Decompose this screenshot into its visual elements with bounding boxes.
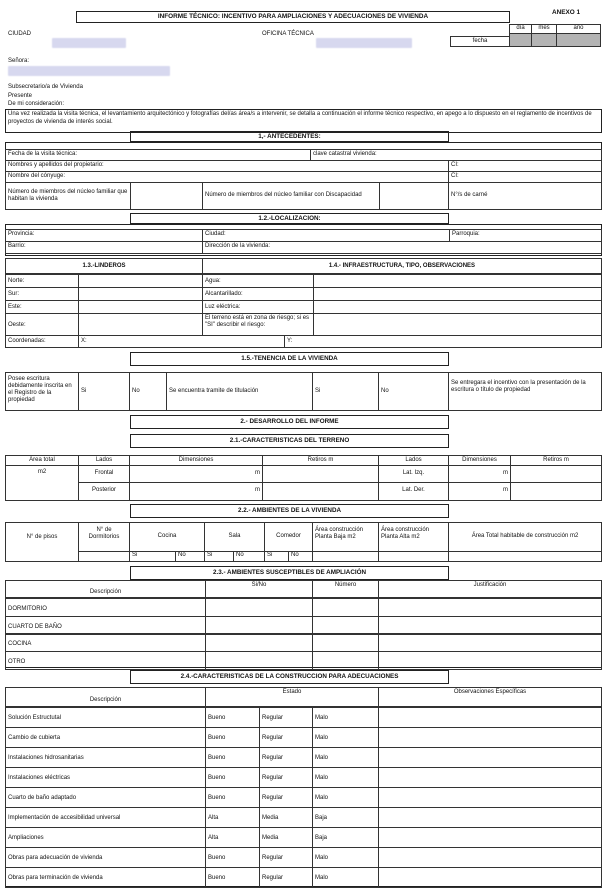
observaciones-field[interactable]: [378, 847, 602, 868]
miembros-field[interactable]: [130, 182, 203, 210]
riesgo-label: El terreno está en zona de riesgo; si es "SI" describir el riesgo:: [202, 313, 314, 336]
lat-der-retiro[interactable]: [510, 482, 602, 501]
construccion-row-label: Obras para terminación de vivienda: [5, 867, 206, 888]
fecha-visita-label: Fecha de la visita técnica:: [5, 149, 311, 161]
estado-option-2[interactable]: Media: [259, 807, 313, 828]
posee-escritura-label: Posee escritura debidamente inscrita en el Registro de la propiedad: [5, 372, 79, 411]
ampliacion-title: 2.3.- AMBIENTES SUSCEPTIBLES DE AMPLIACIÓN: [130, 566, 449, 580]
estado-option-1[interactable]: Bueno: [205, 867, 260, 888]
redacted-office: [316, 38, 412, 48]
ampliacion-sino-field[interactable]: [205, 651, 313, 670]
estado-option-3[interactable]: Malo: [312, 767, 379, 788]
ampliacion-numero-field[interactable]: [312, 633, 379, 652]
estado-option-3[interactable]: Baja: [312, 827, 379, 848]
area-total-label: Área total: [5, 455, 79, 466]
observaciones-field[interactable]: [378, 827, 602, 848]
cocina-label: Cocina: [129, 522, 205, 552]
dia-label: día: [509, 24, 532, 34]
lat-der-label: Lat. Der.: [378, 482, 449, 501]
observaciones-field[interactable]: [378, 787, 602, 808]
construccion-desc-header: Descripción: [5, 687, 206, 707]
lat-izq-label: Lat. Izq.: [378, 465, 449, 483]
barrio-label: Barrio:: [5, 241, 203, 254]
estado-option-2[interactable]: Regular: [259, 867, 313, 888]
observaciones-field[interactable]: [378, 867, 602, 888]
propietario-label: Nombres y apellidos del propietario:: [5, 160, 449, 172]
construccion-row-label: Cambio de cubierta: [5, 727, 206, 748]
anio-label: año: [556, 24, 601, 34]
cocina-no[interactable]: No: [175, 551, 205, 562]
estado-option-2[interactable]: Regular: [259, 787, 313, 808]
estado-option-2[interactable]: Regular: [259, 847, 313, 868]
ampliacion-justif-header: Justificación: [378, 580, 602, 598]
estado-option-2[interactable]: Regular: [259, 727, 313, 748]
observaciones-field[interactable]: [378, 747, 602, 768]
observaciones-field[interactable]: [378, 707, 602, 728]
este-field[interactable]: [78, 300, 203, 314]
area-total-hab-label: Área Total habitable de construcción m2: [448, 522, 602, 552]
observaciones-field[interactable]: [378, 727, 602, 748]
localizacion-title: 1.2.-LOCALIZACION:: [130, 213, 449, 224]
redacted-city: [52, 38, 126, 48]
intro-paragraph: Una vez realizada la visita técnica, el levantamiento arquitectónico y fotografías del/as área/s a intervenir, se detalla a continuación el informe técnico respectivo, en apego a lo dispuesto en el reglamento de incentivos de proyectos de vivienda de interés social.: [8, 111, 592, 125]
estado-option-3[interactable]: Malo: [312, 847, 379, 868]
luz-field[interactable]: [313, 300, 602, 314]
estado-option-1[interactable]: Bueno: [205, 727, 260, 748]
ampliacion-justif-field[interactable]: [378, 651, 602, 670]
desarrollo-title: 2.- DESARROLLO DEL INFORME: [130, 415, 449, 429]
sur-field[interactable]: [78, 287, 203, 301]
intro-paragraph-box: [5, 109, 602, 133]
estado-option-3[interactable]: Baja: [312, 807, 379, 828]
sur-label: Sur:: [5, 287, 79, 301]
construccion-obs-header: Observaciones Específicas: [378, 687, 602, 707]
ampliacion-justif-field[interactable]: [378, 633, 602, 652]
estado-option-1[interactable]: Alta: [205, 807, 260, 828]
carne-label: N°/s de carné: [448, 182, 602, 210]
estado-option-3[interactable]: Malo: [312, 787, 379, 808]
consideracion-label: De mi consideración:: [8, 101, 65, 107]
escritura-no[interactable]: No: [129, 372, 167, 411]
observaciones-field[interactable]: [378, 807, 602, 828]
comedor-no[interactable]: No: [288, 551, 313, 562]
lat-izq-retiro[interactable]: [510, 465, 602, 483]
ampliacion-sino-header: Si/No: [205, 580, 313, 598]
ampliacion-numero-field[interactable]: [312, 651, 379, 670]
estado-option-3[interactable]: Malo: [312, 867, 379, 888]
subsecretaria-label: Subsecretario/a de Vivienda: [8, 84, 83, 90]
area-total-field[interactable]: [448, 551, 602, 562]
escritura-si[interactable]: Si: [78, 372, 130, 411]
estado-option-1[interactable]: Bueno: [205, 747, 260, 768]
form-title: INFORME TÉCNICO: INCENTIVO PARA AMPLIACIONES Y ADECUACIONES DE VIVIENDA: [76, 11, 510, 23]
construccion-row-label: Ampliaciones: [5, 827, 206, 848]
area-pb-label: Área construcción Planta Baja m2: [312, 522, 379, 552]
construccion-row-label: Obras para adecuación de vivienda: [5, 847, 206, 868]
este-label: Este:: [5, 300, 79, 314]
tramite-label: Se encuentra tramite de titulación: [166, 372, 313, 411]
senora-label: Señora:: [8, 58, 30, 64]
ampliacion-row-label: COCINA: [5, 633, 206, 652]
dimensiones-label: Dimensiones: [129, 455, 263, 466]
comedor-si[interactable]: Si: [264, 551, 289, 562]
parroquia-label: Parroquia:: [449, 229, 602, 242]
posterior-label: Posterior: [78, 482, 130, 501]
sala-si[interactable]: Si: [204, 551, 234, 562]
construccion-row-label: Instalaciones eléctricas: [5, 767, 206, 788]
clave-catastral-label: clave catastral vivienda:: [310, 149, 602, 161]
ciudad-label: CIUDAD: [8, 31, 32, 37]
ambientes-title: 2.2.- AMBIENTES DE LA VIVIENDA: [130, 504, 449, 518]
norte-label: Norte:: [5, 274, 79, 288]
oeste-label: Oeste:: [5, 313, 79, 336]
miembros-label: Número de miembros del núcleo familiar que habitan la vivienda: [5, 182, 131, 210]
infra-title: 1.4.- INFRAESTRUCTURA, TIPO, OBSERVACIONES: [202, 258, 602, 274]
area-pb-field[interactable]: [312, 551, 379, 562]
construccion-row-label: Solución Estructutal: [5, 707, 206, 728]
estado-option-1[interactable]: Alta: [205, 827, 260, 848]
lat-izq-dim[interactable]: m: [448, 465, 511, 483]
ampliacion-desc-header: Descripción: [5, 580, 206, 598]
riesgo-field[interactable]: [313, 313, 602, 336]
lados2-label: Lados: [378, 455, 449, 466]
comedor-label: Comedor: [264, 522, 313, 552]
retiros2-label: Retiros m: [510, 455, 602, 466]
mes-field[interactable]: [531, 33, 557, 47]
posterior-retiro[interactable]: [262, 482, 379, 501]
estado-option-1[interactable]: Bueno: [205, 707, 260, 728]
discapacidad-label: Número de miembros del núcleo familiar con Discapacidad: [202, 182, 380, 210]
anio-field[interactable]: [556, 33, 601, 47]
terreno-title: 2.1.-CARACTERISTICAS DEL TERRENO: [130, 434, 449, 448]
ampliacion-row-label: CUARTO DE BAÑO: [5, 616, 206, 635]
ampliacion-numero-field[interactable]: [312, 598, 379, 617]
ampliacion-numero-header: Número: [312, 580, 379, 598]
estado-option-3[interactable]: Malo: [312, 747, 379, 768]
presente-label: Presente: [8, 93, 33, 99]
estado-option-3[interactable]: Malo: [312, 707, 379, 728]
linderos-title: 1.3.-LINDEROS: [5, 258, 203, 274]
agua-field[interactable]: [313, 274, 602, 288]
luz-label: Luz eléctrica:: [202, 300, 314, 314]
redacted-name: [8, 66, 170, 76]
coordenadas-label: Coordenadas:: [5, 335, 79, 348]
estado-option-1[interactable]: Bueno: [205, 767, 260, 788]
dia-field[interactable]: [509, 33, 532, 47]
tramite-no[interactable]: No: [378, 372, 449, 411]
construccion-row-label: Implementación de accesibilidad universal: [5, 807, 206, 828]
posterior-dim[interactable]: m: [129, 482, 263, 501]
area-pa-field[interactable]: [378, 551, 449, 562]
coord-y[interactable]: Y:: [284, 335, 602, 348]
discapacidad-field[interactable]: [379, 182, 449, 210]
estado-option-1[interactable]: Bueno: [205, 847, 260, 868]
retiros-label: Retiros m: [262, 455, 379, 466]
conyuge-label: Nombre del cónyuge:: [5, 171, 449, 183]
frontal-dim[interactable]: m: [129, 465, 263, 483]
provincia-label: Provincia:: [5, 229, 203, 242]
oeste-field[interactable]: [78, 313, 203, 336]
annex-label: ANEXO 1: [552, 9, 581, 16]
agua-label: Agua:: [202, 274, 314, 288]
oficina-label: OFICINA TÉCNICA: [262, 31, 314, 37]
ci-propietario-label: CI:: [448, 160, 602, 172]
area-total-unit: m2: [5, 465, 79, 501]
ciudad-loc-label: Ciudad:: [202, 229, 450, 242]
mes-label: mes: [531, 24, 557, 34]
construccion-estado-header: Estado: [205, 687, 379, 707]
estado-option-2[interactable]: Regular: [259, 707, 313, 728]
sala-no[interactable]: No: [233, 551, 265, 562]
tramite-si[interactable]: Si: [312, 372, 379, 411]
pisos-label: N° de pisos: [5, 522, 79, 562]
incentivo-note: Se entregara el incentivo con la presentación de la escritura o título de propiedad: [448, 372, 602, 411]
tenencia-title: 1.5.-TENENCIA DE LA VIVIENDA: [130, 352, 449, 366]
antecedentes-title: 1,- ANTECEDENTES:: [130, 131, 449, 142]
estado-option-2[interactable]: Regular: [259, 767, 313, 788]
area-pa-label: Área construcción Planta Alta m2: [378, 522, 449, 552]
dormitorios-field[interactable]: [78, 551, 130, 562]
construccion-title: 2.4.-CARACTERISTICAS DE LA CONSTRUCCION PARA ADECUACIONES: [130, 670, 449, 684]
construccion-row-label: Cuarto de baño adaptado: [5, 787, 206, 808]
alcantarillado-label: Alcantarillado:: [202, 287, 314, 301]
ampliacion-sino-field[interactable]: [205, 633, 313, 652]
frontal-retiro[interactable]: [262, 465, 379, 483]
ampliacion-row-label: OTRO: [5, 651, 206, 670]
estado-option-1[interactable]: Bueno: [205, 787, 260, 808]
dormitorios-label: N° de Dormitorios: [78, 522, 130, 552]
ampliacion-justif-field[interactable]: [378, 598, 602, 617]
alcantarillado-field[interactable]: [313, 287, 602, 301]
norte-field[interactable]: [78, 274, 203, 288]
estado-option-3[interactable]: Malo: [312, 727, 379, 748]
ampliacion-row-label: DORMITORIO: [5, 598, 206, 617]
coord-x[interactable]: X:: [78, 335, 285, 348]
frontal-label: Frontal: [78, 465, 130, 483]
ampliacion-sino-field[interactable]: [205, 598, 313, 617]
observaciones-field[interactable]: [378, 767, 602, 788]
ci-conyuge-label: CI:: [448, 171, 602, 183]
fecha-label: fecha: [450, 36, 510, 47]
lat-der-dim[interactable]: m: [448, 482, 511, 501]
cocina-si[interactable]: Si: [129, 551, 176, 562]
construccion-row-label: Instalaciones hidrosanitarias: [5, 747, 206, 768]
dimensiones2-label: Dimensiones: [448, 455, 511, 466]
estado-option-2[interactable]: Regular: [259, 747, 313, 768]
estado-option-2[interactable]: Media: [259, 827, 313, 848]
sala-label: Sala: [204, 522, 265, 552]
lados-label: Lados: [78, 455, 130, 466]
direccion-label: Dirección de la vivienda:: [202, 241, 602, 254]
